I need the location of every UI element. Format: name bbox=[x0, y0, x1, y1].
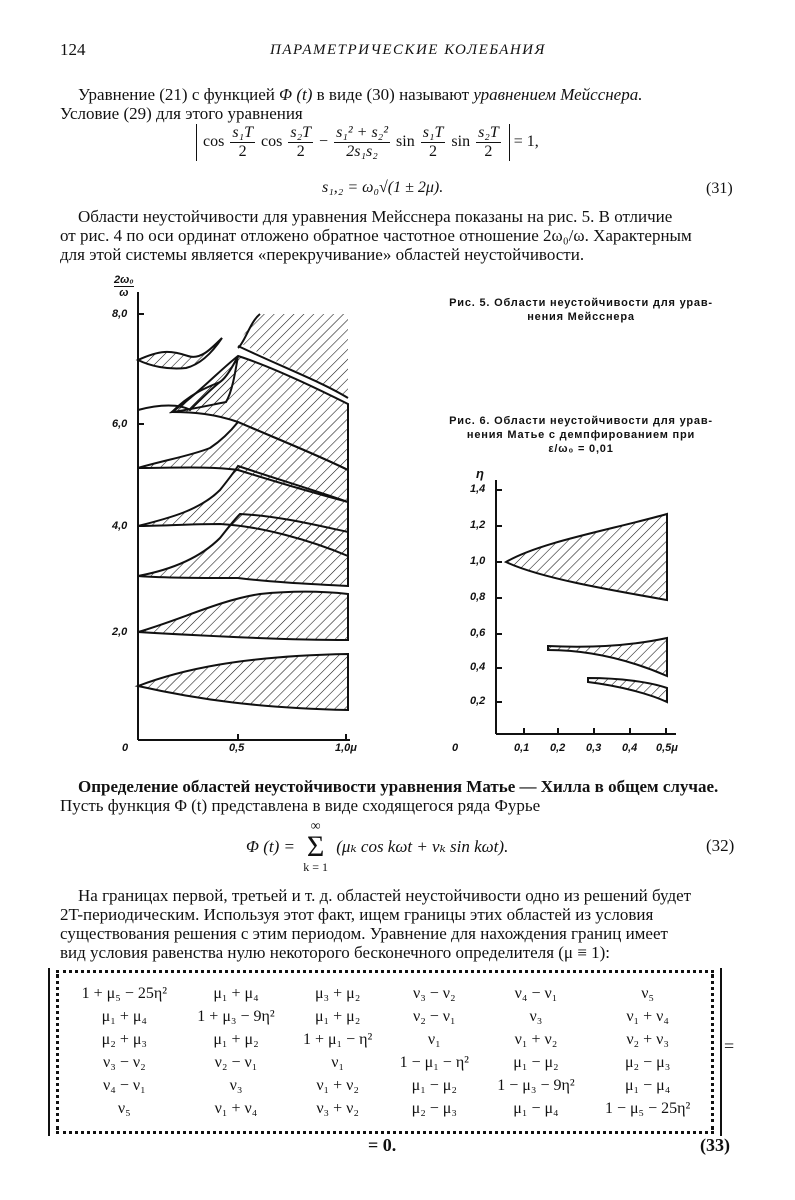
det-cell: 1 − μ₅ − 25η² bbox=[604, 1099, 691, 1117]
determinant-table bbox=[66, 982, 706, 1120]
fig5-y-tick-4: 4,0 bbox=[112, 520, 128, 532]
det-cell: ν₂ − ν₁ bbox=[412, 1007, 456, 1025]
det-cell: 1 − μ₃ − 9η² bbox=[497, 1076, 575, 1094]
det-cell: μ₁ + μ₂ bbox=[213, 1030, 259, 1048]
det-cell: ν₂ − ν₁ bbox=[214, 1053, 258, 1071]
fig6-y-tick-10: 1,0 bbox=[470, 555, 486, 567]
det-cell: 1 + μ₁ − η² bbox=[302, 1030, 373, 1048]
det-cell: ν₃ bbox=[229, 1076, 243, 1094]
fig5-y-tick-8: 8,0 bbox=[112, 308, 128, 320]
fig5-x-tick-05: 0,5 bbox=[229, 742, 245, 754]
det-cell: ν₅ bbox=[117, 1099, 131, 1117]
det-cell: μ₁ − μ₄ bbox=[513, 1099, 559, 1117]
fig6-y-tick-14: 1,4 bbox=[470, 483, 486, 495]
det-cell: ν₃ − ν₂ bbox=[103, 1053, 146, 1071]
fig6-x-tick-02: 0,2 bbox=[550, 742, 566, 754]
det-row bbox=[66, 1028, 706, 1051]
fig5-x-tick-0: 0 bbox=[122, 742, 129, 754]
para3-line-4: вид условия равенства нулю некоторого бесконечного определителя (μ ≡ 1): bbox=[60, 943, 611, 962]
running-title: ПАРАМЕТРИЧЕСКИЕ КОЛЕБАНИЯ bbox=[270, 42, 546, 58]
fig6-region-1 bbox=[506, 514, 667, 600]
det-cell: ν₁ + ν₄ bbox=[626, 1007, 669, 1025]
determinant bbox=[48, 968, 722, 1136]
determinant-equals: = bbox=[724, 1036, 735, 1056]
det-cell: μ₂ − μ₃ bbox=[624, 1053, 671, 1071]
para3-line-2: 2T-периодическим. Используя этот факт, ищем границы этих областей из условия bbox=[60, 905, 654, 924]
fig5-region-lobe-1 bbox=[138, 338, 222, 369]
fig6-region-3 bbox=[588, 678, 667, 702]
para2-line-1: Области неустойчивости для уравнения Мейсснера показаны на рис. 5. В отличие bbox=[78, 207, 673, 226]
det-cell: ν₃ bbox=[529, 1007, 543, 1025]
det-cell: ν₄ − ν₁ bbox=[514, 984, 558, 1002]
det-row bbox=[66, 1097, 706, 1120]
fig5-region-low-2 bbox=[138, 654, 348, 710]
det-cell: ν₁ + ν₄ bbox=[214, 1099, 258, 1117]
equation-33-number: (33) bbox=[700, 1135, 730, 1155]
equation-31: cos $\frac{\text{s₁T}}{2}$ cos $\frac{\text{s₂T}}{2}$ − $\frac{\text{s₁² + s₂²}}{\text{2s₁s₂}}$ sin $\frac{\text{s₁T}}{2}$ sin $\frac{\text{s₂T}}{2}$ = 1, bbox=[196, 124, 539, 161]
det-row bbox=[66, 1005, 706, 1028]
det-row bbox=[66, 1074, 706, 1097]
fig6-x-tick-03: 0,3 bbox=[586, 742, 602, 754]
fig6-y-tick-04: 0,4 bbox=[470, 661, 486, 673]
det-cell: μ₁ − μ₂ bbox=[411, 1076, 457, 1094]
equation-32: Φ (t) = ∞ Σ k = 1 (μₖ cos kωt + νₖ sin kωt). bbox=[246, 819, 509, 874]
det-cell: ν₁ bbox=[331, 1053, 345, 1071]
fig6-x-tick-05: 0,5μ bbox=[656, 742, 678, 754]
fig5-ylabel: 2ω₀ ω bbox=[114, 274, 134, 299]
det-cell: ν₁ bbox=[427, 1030, 441, 1048]
det-cell: ν₃ + ν₂ bbox=[316, 1099, 359, 1117]
para2-line-3: для этой системы является «перекручивание» областей неустойчивости. bbox=[60, 245, 585, 264]
determinant-dots-top bbox=[56, 970, 714, 973]
det-row bbox=[66, 982, 706, 1005]
det-cell: μ₁ + μ₄ bbox=[213, 984, 259, 1002]
determinant-dots-left bbox=[56, 974, 59, 1130]
fig5-region-low-1 bbox=[138, 592, 348, 640]
para2-line-2: от рис. 4 по оси ординат отложено обратное частотное отношение 2ω₀/ω. Характерным bbox=[60, 226, 692, 245]
det-cell: μ₁ − μ₄ bbox=[624, 1076, 671, 1094]
intro-line-2: Условие (29) для этого уравнения bbox=[60, 104, 303, 123]
fig5-plot bbox=[110, 270, 370, 760]
intro-line-1: Уравнение (21) с функцией Φ (t) в виде (30) называют уравнением Мейсснера. bbox=[78, 85, 643, 104]
para3-line-3: существования решения с этим периодом. Уравнение для нахождения границ имеет bbox=[60, 924, 668, 943]
fig5-y-tick-2: 2,0 bbox=[112, 626, 128, 638]
det-cell: μ₃ + μ₂ bbox=[314, 984, 361, 1002]
fig6-caption: Рис. 6. Области неустойчивости для урав- нения Матье с демпфированием при ε/ω₀ = 0,01 bbox=[449, 415, 713, 455]
det-cell: ν₁ + ν₂ bbox=[316, 1076, 359, 1094]
determinant-zero: = 0. bbox=[368, 1135, 397, 1155]
det-cell: μ₂ + μ₃ bbox=[101, 1030, 147, 1048]
det-cell: ν₁ + ν₂ bbox=[514, 1030, 558, 1048]
equation-31-line-2: s₁,₂ = ω₀√(1 ± 2μ). bbox=[322, 179, 444, 196]
determinant-dots-bottom bbox=[56, 1131, 714, 1134]
section-line-2: Пусть функция Φ (t) представлена в виде сходящегося ряда Фурье bbox=[60, 796, 541, 815]
det-cell: μ₁ + μ₄ bbox=[101, 1007, 147, 1025]
page-number: 124 bbox=[60, 40, 86, 59]
fig6-x-tick-01: 0,1 bbox=[514, 742, 530, 754]
section-heading: Определение областей неустойчивости уравнения Матье — Хилла в общем случае. bbox=[78, 777, 719, 796]
det-cell: ν₃ − ν₂ bbox=[412, 984, 456, 1002]
det-cell: ν₅ bbox=[641, 984, 655, 1002]
det-row bbox=[66, 1051, 706, 1074]
fig6-plot bbox=[470, 470, 690, 750]
fig5-x-tick-10: 1,0μ bbox=[335, 742, 357, 754]
equation-32-number: (32) bbox=[706, 836, 735, 855]
fig6-x-tick-04: 0,4 bbox=[622, 742, 638, 754]
det-cell: μ₂ − μ₃ bbox=[411, 1099, 457, 1117]
det-cell: ν₂ + ν₃ bbox=[626, 1030, 669, 1048]
fig6-region-2 bbox=[548, 638, 667, 676]
det-cell: μ₁ + μ₂ bbox=[314, 1007, 361, 1025]
det-cell: 1 − μ₁ − η² bbox=[399, 1053, 469, 1071]
det-cell: ν₄ − ν₁ bbox=[103, 1076, 146, 1094]
det-cell: 1 + μ₅ − 25η² bbox=[81, 984, 168, 1002]
fig6-y-tick-08: 0,8 bbox=[470, 591, 486, 603]
fig6-x-tick-0: 0 bbox=[452, 742, 459, 754]
det-cell: 1 + μ₃ − 9η² bbox=[197, 1007, 275, 1025]
fig6-y-tick-02: 0,2 bbox=[470, 695, 486, 707]
fig5-caption: Рис. 5. Области неустойчивости для урав- нения Мейсснера bbox=[449, 297, 713, 323]
fig6-ylabel: η bbox=[476, 466, 484, 481]
para3-line-1: На границах первой, третьей и т. д. областей неустойчивости одно из решений будет bbox=[78, 886, 692, 905]
det-cell: μ₁ − μ₂ bbox=[513, 1053, 559, 1071]
fig5-y-tick-6: 6,0 bbox=[112, 418, 128, 430]
fig6-y-tick-06: 0,6 bbox=[470, 627, 486, 639]
equation-31-number: (31) bbox=[706, 180, 733, 197]
fig6-y-tick-12: 1,2 bbox=[470, 519, 486, 531]
determinant-dots-right bbox=[711, 974, 714, 1130]
